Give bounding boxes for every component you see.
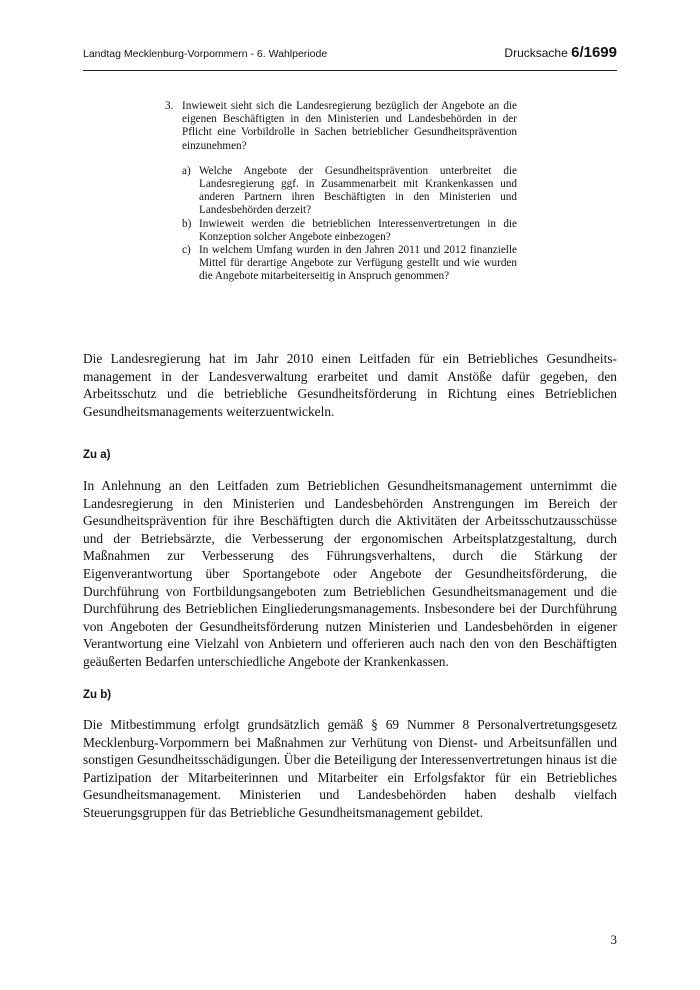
question-block — [165, 100, 517, 284]
sub-question-label: a) — [182, 164, 191, 177]
header-doc-label: Drucksache — [504, 46, 572, 60]
sub-question-text: Welche Angebote der Gesundheitsprävention unterbreitet die Landesregierung ggf. in Zusammenarbeit mit Krankenkassen und anderen Partnern ihren Beschäftigten in den Ministerien und Landesbehörden derzeit? — [199, 164, 517, 217]
answer-a-text: In Anlehnung an den Leitfaden zum Betrieblichen Gesundheitsmanagement unternimmt die Landesregierung in den Ministerien und Landesbehörden Anstrengungen im Bereich der Gesundheitsprävention für ihre Beschäftigten durch die Aktivitäten der Arbeitsschutzausschüsse und der Betriebsärzte, die Verbesserung der ergonomischen Arbeitsplatzgestaltung, durch Maßnahmen zur Verbesserung des Führungsverhaltens, durch die Stärkung der Eigenverantwortung über Sportangebote oder Angebote der Gesundheitsförderung, die Durchführung von Fortbildungsangeboten zum Betrieblichen Gesundheitsmanagement und die Durchführung des Betrieblichen Eingliederungsmanagements. Insbesondere bei der Durchführung von Angeboten der Gesundheitsförderung nutzen Ministerien und Landesbehörden in eigener Verantwortung eine Vielzahl von Anbietern und offerieren auch nach den von den Beschäftigten geäußerten Bedarfen unterschiedliche Angebote der Krankenkassen. — [83, 478, 617, 669]
header-doc-number: 6/1699 — [571, 44, 617, 61]
question-number: 3. — [165, 100, 174, 112]
answer-intro: Die Landesregierung hat im Jahr 2010 einen Leitfaden für ein Betriebliches Gesundheitsmanagement in der Landesverwaltung erarbeitet und damit Anstöße dafür gegeben, den Arbeitsschutz und die betriebliche Gesundheitsförderung in Richtung eines Betrieblichen Gesundheitsmanagements weiterzuentwickeln. — [83, 351, 617, 419]
page-header — [83, 44, 617, 71]
heading-zu-b: Zu b) — [83, 689, 112, 701]
page-number: 3 — [610, 932, 617, 947]
header-parliament: Landtag Mecklenburg-Vorpommern - 6. Wahlperiode — [83, 48, 328, 60]
sub-question-text: Inwieweit werden die betrieblichen Interessenvertretungen in die Konzeption solcher Angebote einbezogen? — [199, 217, 517, 243]
question-text: Inwieweit sieht sich die Landesregierung bezüglich der Angebote an die eigenen Beschäftigten in den Ministerien und Landesbehörden in der Pflicht eine Vorbildrolle in Sachen betrieblicher Gesundheitsprävention einzunehmen? — [182, 100, 517, 152]
sub-question-b — [182, 218, 517, 244]
sub-question-text: In welchem Umfang wurden in den Jahren 2011 und 2012 finanzielle Mittel für derartige Angebote zur Verfügung gestellt und wie wurden die Angebote mitarbeiterseitig in Anspruch genommen? — [199, 244, 517, 283]
sub-question-c — [182, 244, 517, 284]
sub-question-a — [182, 165, 517, 218]
header-doc-ref — [504, 44, 617, 61]
sub-questions — [182, 165, 517, 284]
sub-question-label: c) — [182, 244, 191, 257]
answer-b-text: Die Mitbestimmung erfolgt grundsätzlich gemäß § 69 Nummer 8 Personalvertretungsgesetz Mecklenburg-Vorpommern bei Maßnahmen zur Verhütung von Dienst- und Arbeitsunfällen und sonstigen Gesundheitsschädigungen. Über die Beteiligung der Interessenvertretungen hinaus ist die Partizipation der Mitarbeiterinnen und Mitarbeiter ein Erfolgsfaktor für ein Betriebliches Gesundheitsmanagement. Ministerien und Landesbehörden haben deshalb vielfach Steuerungsgruppen für das Betriebliche Gesundheitsmanagement gebildet. — [83, 717, 617, 820]
sub-question-label: b) — [182, 217, 192, 230]
heading-zu-a: Zu a) — [83, 449, 111, 461]
